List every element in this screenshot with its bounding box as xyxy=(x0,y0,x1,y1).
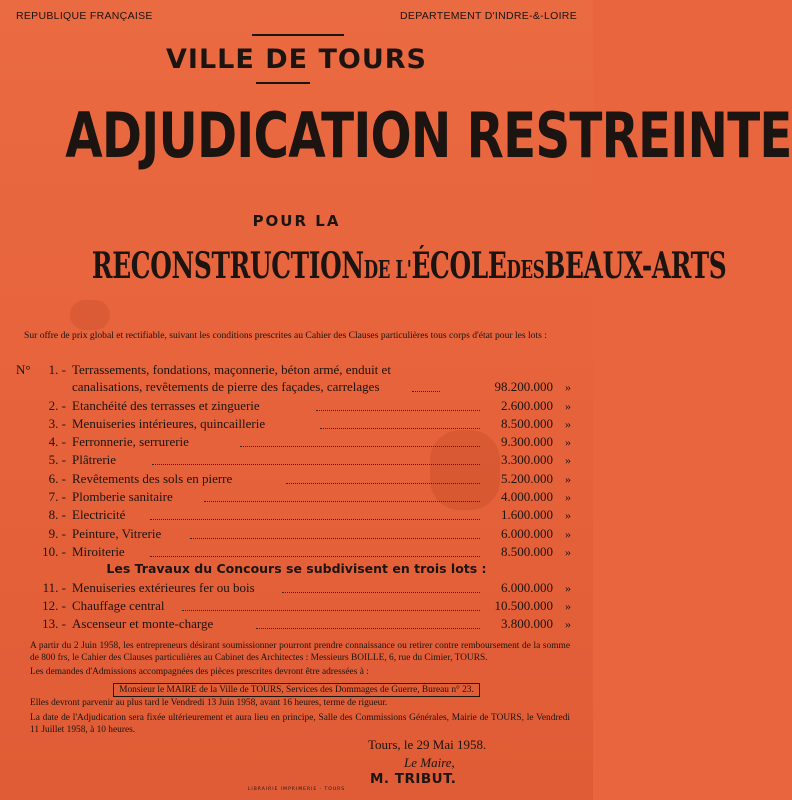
lot-amount: 98.200.000 xyxy=(494,379,553,394)
lot-number: 8. - xyxy=(48,507,66,522)
lot-description: Peinture, Vitrerie xyxy=(72,526,162,541)
recon-word-3: ÉCOLE xyxy=(411,245,507,287)
lot-description: Miroiterie xyxy=(72,544,125,559)
lot-row xyxy=(0,434,593,452)
recon-word-2: DE L' xyxy=(363,255,412,284)
lot-description-continued: canalisations, revêtements de pierre des façades, carrelages xyxy=(72,379,380,394)
leader-dots xyxy=(204,501,480,502)
lot-description: Plomberie sanitaire xyxy=(72,489,173,504)
lot-amount: 9.300.000 xyxy=(501,434,553,449)
mayor-role: Le Maire, xyxy=(404,755,455,770)
lot-row xyxy=(0,544,593,562)
lot-amount: 6.000.000 xyxy=(501,526,553,541)
leader-dots xyxy=(320,428,480,429)
lot-row xyxy=(0,489,593,507)
ditto-mark: » xyxy=(565,581,571,595)
header-left: REPUBLIQUE FRANÇAISE xyxy=(16,10,153,22)
place-date: Tours, le 29 Mai 1958. xyxy=(368,737,487,752)
lot-description: Electricité xyxy=(72,507,126,522)
number-label: N° xyxy=(16,362,31,377)
lot-row xyxy=(0,526,593,544)
leader-dots xyxy=(150,519,480,520)
address-box: Monsieur le MAIRE de la Ville de TOURS, Services des Dommages de Guerre, Bureau n° 23. xyxy=(113,683,480,697)
leader-dots xyxy=(190,538,480,539)
lot-amount: 1.600.000 xyxy=(501,507,553,522)
ditto-mark: » xyxy=(565,527,571,541)
lot-amount: 10.500.000 xyxy=(494,598,553,613)
lot-amount: 6.000.000 xyxy=(501,580,553,595)
lot-amount: 2.600.000 xyxy=(501,398,553,413)
paragraph-deadline: Elles devront parvenir au plus tard le Vendredi 13 Juin 1958, avant 16 heures, terme de rigueur. xyxy=(30,698,388,708)
ditto-mark: » xyxy=(565,417,571,431)
lot-amount: 3.300.000 xyxy=(501,452,553,467)
top-rule xyxy=(252,34,344,36)
lot-number: 1. - xyxy=(48,362,66,377)
lot-amount: 5.200.000 xyxy=(501,471,553,486)
lot-row xyxy=(0,598,593,616)
reconstruction-title xyxy=(91,242,727,294)
leader-dots xyxy=(316,410,480,411)
lot-number: 13. - xyxy=(42,616,66,631)
ditto-mark: » xyxy=(565,472,571,486)
lot-row xyxy=(0,398,593,416)
leader-dots xyxy=(240,446,480,447)
lot-description: Ferronnerie, serrurerie xyxy=(72,434,189,449)
leader-dots xyxy=(256,628,480,629)
lot-amount: 8.500.000 xyxy=(501,544,553,559)
address-box-wrap xyxy=(0,679,593,697)
lot-description: Menuiseries extérieures fer ou bois xyxy=(72,580,255,595)
lot-number: 7. - xyxy=(48,489,66,504)
mayor-name: M. TRIBUT. xyxy=(370,771,457,787)
lot-description: Terrassements, fondations, maçonnerie, béton armé, enduit et xyxy=(72,362,391,377)
pour-la: POUR LA xyxy=(252,212,341,230)
lot-description: Plâtrerie xyxy=(72,452,117,467)
main-title: ADJUDICATION RESTREINTE xyxy=(65,99,792,172)
lot-number: 2. - xyxy=(48,398,66,413)
recon-word-1: RECONSTRUCTION xyxy=(91,245,364,287)
leader-dots xyxy=(282,592,480,593)
recon-word-4: DES xyxy=(506,255,545,284)
lot-row xyxy=(0,362,593,396)
lot-description: Menuiseries intérieures, quincaillerie xyxy=(72,416,266,431)
paragraph-date: La date de l'Adjudication sera fixée ultérieurement et aura lieu en principe, Salle des Commissions Générales, Mairie de TOURS, le Vendredi 11 Juillet 1958, à 10 heures. xyxy=(30,713,570,735)
leader-dots xyxy=(286,483,480,484)
city-title: VILLE DE TOURS xyxy=(166,44,427,75)
paper-stain xyxy=(70,300,110,330)
lot-number: 3. - xyxy=(48,416,66,431)
lot-number: 4. - xyxy=(48,434,66,449)
lot-description: Ascenseur et monte-charge xyxy=(72,616,214,631)
ditto-mark: » xyxy=(565,617,571,631)
lot-amount: 8.500.000 xyxy=(501,416,553,431)
lot-row xyxy=(0,471,593,489)
lot-description: Etanchéité des terrasses et zinguerie xyxy=(72,398,260,413)
lot-number: 12. - xyxy=(42,598,66,613)
printer-imprint: LIBRAIRIE IMPRIMERIE · TOURS xyxy=(247,787,346,792)
recon-word-5: BEAUX-ARTS xyxy=(544,245,727,287)
lot-number: 6. - xyxy=(48,471,66,486)
lot-amount: 3.800.000 xyxy=(501,616,553,631)
leader-dots xyxy=(152,464,480,465)
ditto-mark: » xyxy=(565,545,571,559)
intro-text: Sur offre de prix global et rectifiable, suivant les conditions prescrites au Cahier des Clauses particulières tous corps d'état pour les lots : xyxy=(24,330,547,341)
ditto-mark: » xyxy=(565,435,571,449)
ditto-mark: » xyxy=(565,380,571,394)
ditto-mark: » xyxy=(565,508,571,522)
lot-row xyxy=(0,616,593,634)
ditto-mark: » xyxy=(565,399,571,413)
lot-amount: 4.000.000 xyxy=(501,489,553,504)
paragraph-withdrawal: A partir du 2 Juin 1958, les entrepreneurs désirant soumissionner pourront prendre connaissance ou retirer contre remboursement de la somme de 800 frs, le Cahier des Clauses particulières au Cabinet des Architectes : Messieurs BOILLE, 6, rue du Cimier, TOURS. xyxy=(30,641,570,663)
lot-description: Chauffage central xyxy=(72,598,165,613)
lot-description: Revêtements des sols en pierre xyxy=(72,471,233,486)
lot-number: 11. - xyxy=(42,580,66,595)
ditto-mark: » xyxy=(565,599,571,613)
leader-dots xyxy=(182,610,480,611)
lot-row xyxy=(0,580,593,598)
leader-dots xyxy=(150,556,480,557)
lot-number: 5. - xyxy=(48,452,66,467)
city-underline xyxy=(256,82,310,84)
lot-row xyxy=(0,507,593,525)
concours-subtitle: Les Travaux du Concours se subdivisent en trois lots : xyxy=(106,561,487,576)
ditto-mark: » xyxy=(565,453,571,467)
leader-dots xyxy=(412,391,440,392)
ditto-mark: » xyxy=(565,490,571,504)
lot-number: 9. - xyxy=(48,526,66,541)
paragraph-admissions: Les demandes d'Admissions accompagnées des pièces prescrites devront être adressées à : xyxy=(30,667,369,677)
lot-row xyxy=(0,452,593,470)
lot-row xyxy=(0,416,593,434)
header-right: DEPARTEMENT D'INDRE-&-LOIRE xyxy=(400,10,577,22)
lot-number: 10. - xyxy=(42,544,66,559)
